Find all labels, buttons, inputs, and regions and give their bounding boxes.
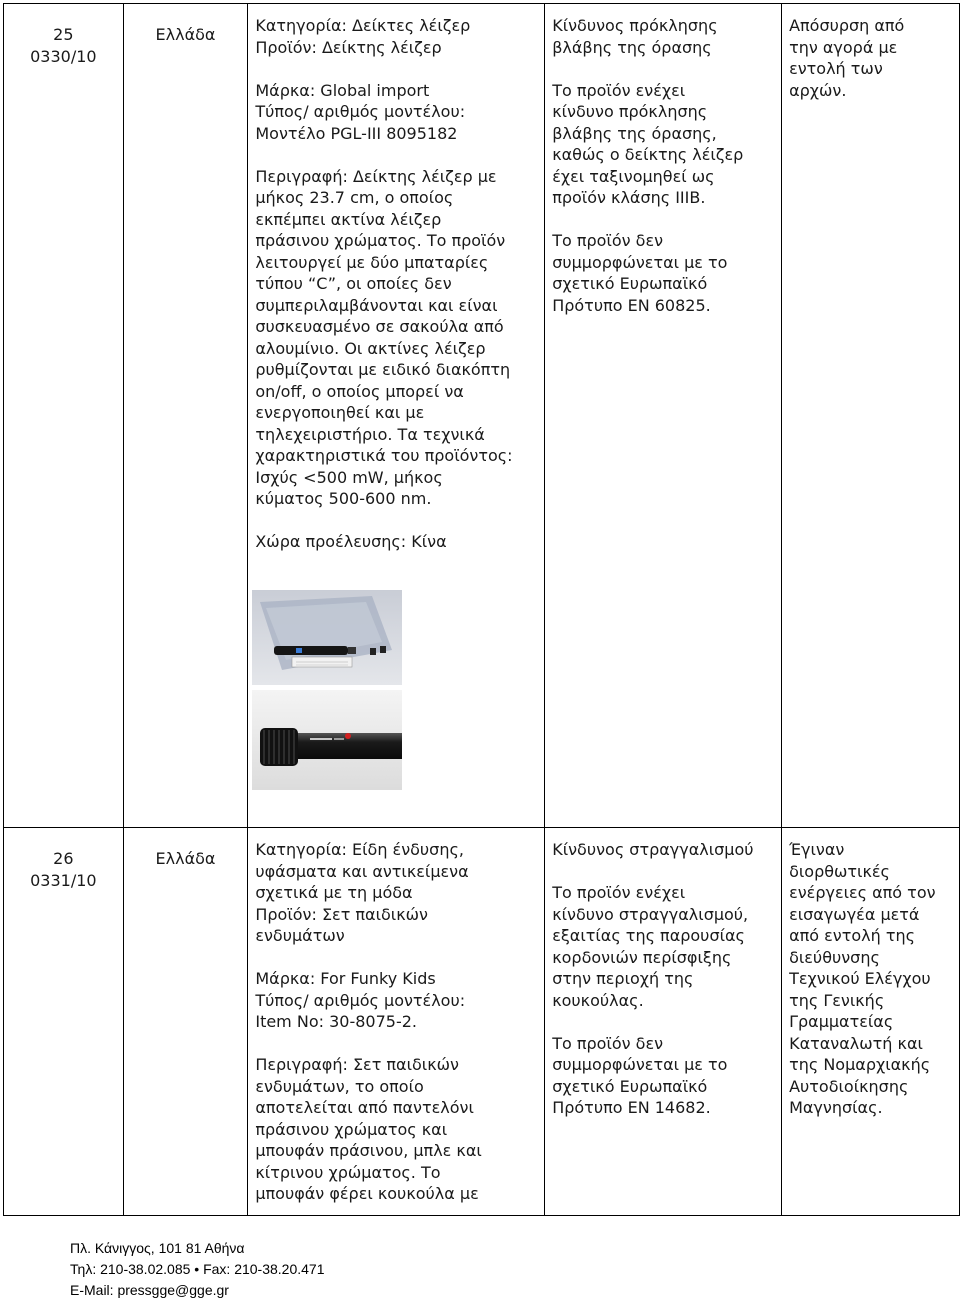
measures-line: Έγιναν bbox=[789, 840, 845, 859]
description-line: on/off, ο οποίος μπορεί να bbox=[255, 381, 464, 401]
risk-standard bbox=[552, 230, 774, 316]
description-line: ρυθμίζονται με ειδικό διακόπτη bbox=[255, 360, 511, 379]
country-label: Ελλάδα bbox=[155, 25, 216, 44]
description-line: κύματος 500-600 nm. bbox=[255, 489, 432, 508]
entry-code: 0331/10 bbox=[30, 871, 97, 890]
measures-line: αρχών. bbox=[789, 80, 847, 100]
description-line: πράσινου χρώματος και bbox=[255, 1119, 448, 1139]
measures-line: εντολή των bbox=[789, 59, 883, 78]
measures-line: από εντολή της bbox=[789, 926, 915, 945]
risk-detail-line: στην περιοχή της bbox=[552, 969, 694, 988]
description-line: Περιγραφή: Δείκτης λέιζερ με bbox=[255, 166, 497, 186]
description-line: κίτρινου χρώματος. Το bbox=[255, 1162, 441, 1182]
measures-line: της Νομαρχιακής bbox=[789, 1055, 931, 1074]
measures-line: Μαγνησίας. bbox=[789, 1098, 883, 1117]
measures-line: Γραμματείας bbox=[789, 1012, 894, 1031]
risk-standard bbox=[552, 1033, 774, 1119]
description-line: τύπου “C”, οι οποίες δεν bbox=[255, 274, 452, 293]
measures-line: ενέργειες από τον bbox=[789, 883, 936, 902]
contact-footer bbox=[70, 1238, 325, 1301]
entry-number: 26 bbox=[53, 849, 74, 868]
product-category bbox=[255, 839, 537, 947]
risk-title-line: βλάβης της όρασης bbox=[552, 37, 712, 57]
risk-standard-line: συμμορφώνεται με το bbox=[552, 1055, 728, 1074]
risk-standard-line: Το προϊόν δεν bbox=[552, 1033, 664, 1053]
category-line: σχετικά με τη μόδα bbox=[255, 883, 413, 902]
risk-detail bbox=[552, 882, 774, 1011]
risk-detail-line: καθώς ο δείκτης λέιζερ bbox=[552, 145, 744, 164]
table-row bbox=[4, 828, 960, 1216]
measures-line: της Γενικής bbox=[789, 990, 885, 1010]
risk-detail-line: κορδονιών περίσφιξης bbox=[552, 947, 732, 967]
risk-standard-line: Πρότυπο EN 14682. bbox=[552, 1098, 711, 1117]
footer-address: Πλ. Κάνιγγος, 101 81 Αθήνα bbox=[70, 1240, 245, 1256]
product-brand: Μάρκα: For Funky Kids bbox=[255, 969, 436, 988]
country-cell bbox=[123, 4, 248, 828]
risk-standard-line: συμμορφώνεται με το bbox=[552, 252, 728, 272]
risk-standard-line: Το προϊόν δεν bbox=[552, 231, 664, 250]
description-line: εκπέμπει ακτίνα λέιζερ bbox=[255, 209, 442, 229]
risk-title-line: Κίνδυνος πρόκλησης bbox=[552, 16, 718, 35]
risk-standard-line: σχετικό Ευρωπαϊκό bbox=[552, 274, 708, 293]
product-model-value: Μοντέλο PGL-III 8095182 bbox=[255, 123, 458, 143]
footer-email: E-Mail: pressgge@gge.gr bbox=[70, 1282, 229, 1298]
measures-line: Καταναλωτή και bbox=[789, 1033, 923, 1053]
risk-detail-line: Το προϊόν ενέχει bbox=[552, 80, 686, 100]
measures-line: Αυτοδιοίκησης bbox=[789, 1076, 909, 1096]
measures-line: Απόσυρση από bbox=[789, 16, 905, 35]
risk-standard-line: Πρότυπο EN 60825. bbox=[552, 295, 711, 315]
description-line: αποτελείται από παντελόνι bbox=[255, 1098, 474, 1117]
description-line: συμπεριλαμβάνονται και είναι bbox=[255, 295, 498, 315]
product-alerts-table bbox=[3, 3, 960, 1216]
footer-phone-fax: Τηλ: 210-38.02.085 • Fax: 210-38.20.471 bbox=[70, 1261, 325, 1277]
risk-detail-line: κίνδυνο πρόκλησης bbox=[552, 102, 708, 121]
product-brand: Μάρκα: Global import bbox=[255, 80, 430, 100]
description-line: ενδυμάτων, το οποίο bbox=[255, 1076, 424, 1096]
measures-line: εισαγωγέα μετά bbox=[789, 904, 920, 924]
measures-line: διεύθυνσης bbox=[789, 947, 880, 967]
risk-title bbox=[552, 15, 774, 58]
description-line: χαρακτηριστικά του προϊόντος: bbox=[255, 446, 513, 465]
risk-detail-line: εξαιτίας της παρουσίας bbox=[552, 926, 745, 945]
description-line: μπουφάν φέρει κουκούλα με bbox=[255, 1184, 479, 1203]
product-photo bbox=[252, 590, 402, 790]
description-line: λειτουργεί με δύο μπαταρίες bbox=[255, 252, 489, 272]
measures-cell bbox=[782, 4, 960, 828]
description-line: Ισχύς <500 mW, μήκος bbox=[255, 467, 443, 487]
risk-detail-line: κουκούλας. bbox=[552, 990, 644, 1010]
risk-detail-line: βλάβης της όρασης, bbox=[552, 123, 717, 143]
product-model-value: Item No: 30-8075-2. bbox=[255, 1012, 417, 1031]
risk-title: Κίνδυνος στραγγαλισμού bbox=[552, 840, 754, 859]
measures-line: την αγορά με bbox=[789, 37, 898, 57]
risk-detail-line: κίνδυνο στραγγαλισμού, bbox=[552, 904, 749, 924]
description-line: αλουμίνιο. Οι ακτίνες λέιζερ bbox=[255, 338, 486, 358]
product-model-label: Τύπος/ αριθμός μοντέλου: bbox=[255, 102, 466, 121]
measures-text bbox=[782, 4, 959, 101]
category-line: Κατηγορία: Είδη ένδυσης, bbox=[255, 840, 464, 859]
product-origin: Χώρα προέλευσης: Κίνα bbox=[255, 532, 447, 551]
risk-detail-line: έχει ταξινομηθεί ως bbox=[552, 166, 715, 186]
entry-number: 25 bbox=[53, 25, 74, 44]
product-description bbox=[255, 1054, 537, 1205]
entry-number-cell bbox=[4, 4, 124, 828]
entry-number-cell bbox=[4, 828, 124, 1216]
product-category: Κατηγορία: Δείκτες λέιζερ bbox=[255, 16, 471, 35]
measures-text bbox=[782, 828, 959, 1119]
country-cell bbox=[123, 828, 248, 1216]
risk-detail-line: προϊόν κλάσης IIIB. bbox=[552, 188, 706, 207]
risk-detail bbox=[552, 80, 774, 209]
category-line: Προϊόν: Σετ παιδικών bbox=[255, 904, 428, 924]
product-name: Προϊόν: Δείκτης λέιζερ bbox=[255, 37, 442, 57]
laser-pointer-image bbox=[252, 590, 402, 790]
description-line: πράσινου χρώματος. Το προϊόν bbox=[255, 231, 506, 250]
description-line: ενεργοποιηθεί και με bbox=[255, 403, 425, 422]
product-model-label: Τύπος/ αριθμός μοντέλου: bbox=[255, 990, 466, 1010]
product-cell bbox=[248, 828, 545, 1216]
description-line: Περιγραφή: Σετ παιδικών bbox=[255, 1055, 459, 1074]
description-line: μπουφάν πράσινου, μπλε και bbox=[255, 1141, 482, 1160]
risk-cell bbox=[545, 828, 782, 1216]
category-line: ενδυμάτων bbox=[255, 926, 345, 945]
measures-cell bbox=[782, 828, 960, 1216]
description-line: μήκος 23.7 cm, ο οποίος bbox=[255, 188, 454, 207]
product-description bbox=[255, 166, 537, 510]
measures-line: Τεχνικού Ελέγχου bbox=[789, 969, 931, 988]
description-line: συσκευασμένο σε σακούλα από bbox=[255, 317, 504, 336]
table-row bbox=[4, 4, 960, 828]
risk-detail-line: Το προϊόν ενέχει bbox=[552, 883, 686, 902]
category-line: υφάσματα και αντικείμενα bbox=[255, 861, 469, 881]
entry-code: 0330/10 bbox=[30, 47, 97, 66]
measures-line: διορθωτικές bbox=[789, 861, 890, 881]
description-line: τηλεχειριστήριο. Τα τεχνικά bbox=[255, 424, 485, 444]
risk-standard-line: σχετικό Ευρωπαϊκό bbox=[552, 1076, 708, 1096]
risk-cell bbox=[545, 4, 782, 828]
country-label: Ελλάδα bbox=[155, 849, 216, 868]
